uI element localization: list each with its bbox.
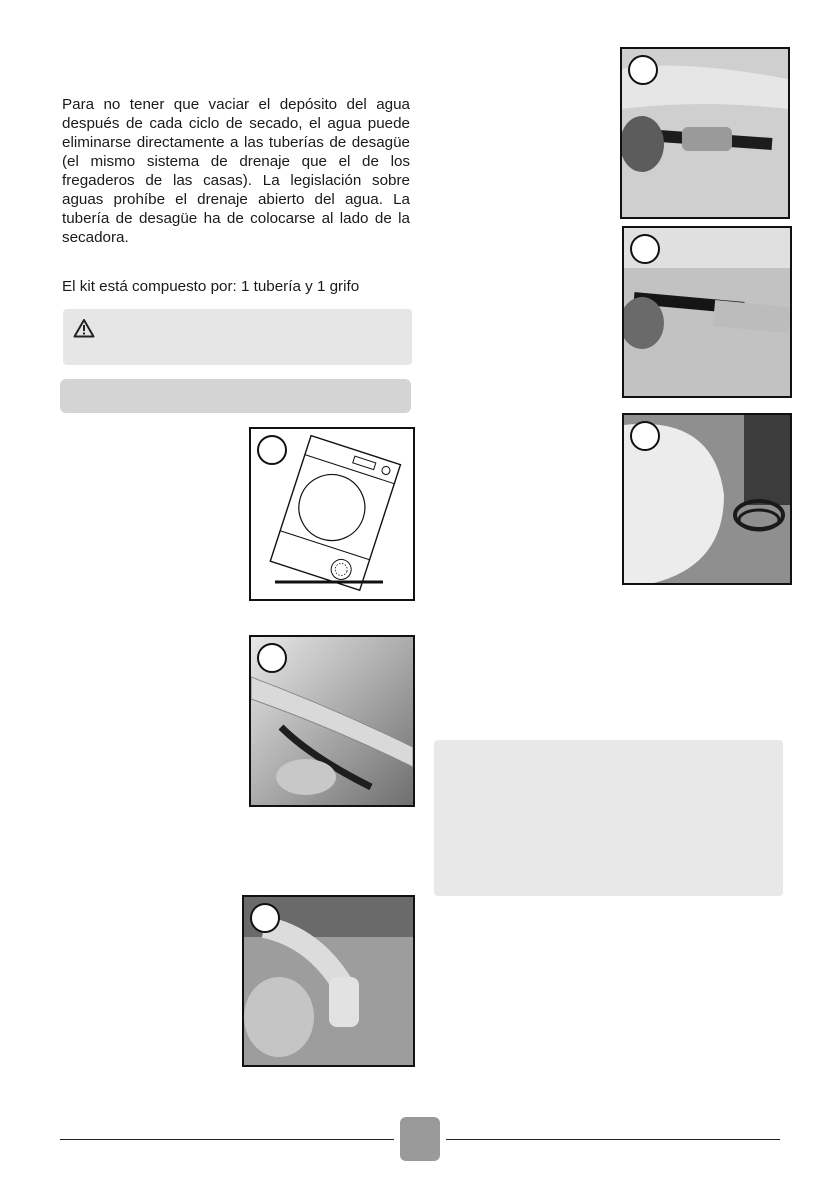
figure-6-badge: [630, 421, 660, 451]
page-number-tab: [400, 1117, 440, 1161]
note-box: [434, 740, 783, 896]
figure-5-photo: [622, 226, 792, 398]
figure-5-badge: [630, 234, 660, 264]
figure-2-photo: [249, 635, 415, 807]
footer-rule-left: [60, 1139, 394, 1140]
footer-rule-right: [446, 1139, 780, 1140]
intro-paragraph: Para no tener que vaciar el depósito del agua después de cada ciclo de secado, el agua puede eliminarse directamente a las tuberías de desagüe (el mismo sistema de drenaje que el de los fregaderos de las casas). La legislación sobre aguas prohíbe el drenaje abierto del agua. La tubería de desagüe ha de colocarse al lado de la secadora.: [62, 96, 410, 246]
figure-1-badge: [257, 435, 287, 465]
warning-triangle-icon: [73, 318, 95, 338]
figure-2-badge: [257, 643, 287, 673]
section-heading-bar: [60, 379, 411, 413]
figure-4-photo: [620, 47, 790, 219]
figure-4-badge: [628, 55, 658, 85]
figure-1-dryer-diagram: [249, 427, 415, 601]
kit-contents: El kit está compuesto por: 1 tubería y 1 grifo: [62, 278, 360, 295]
figure-6-photo: [622, 413, 792, 585]
figure-3-badge: [250, 903, 280, 933]
warning-box: [63, 309, 412, 365]
figure-3-photo: [242, 895, 415, 1067]
